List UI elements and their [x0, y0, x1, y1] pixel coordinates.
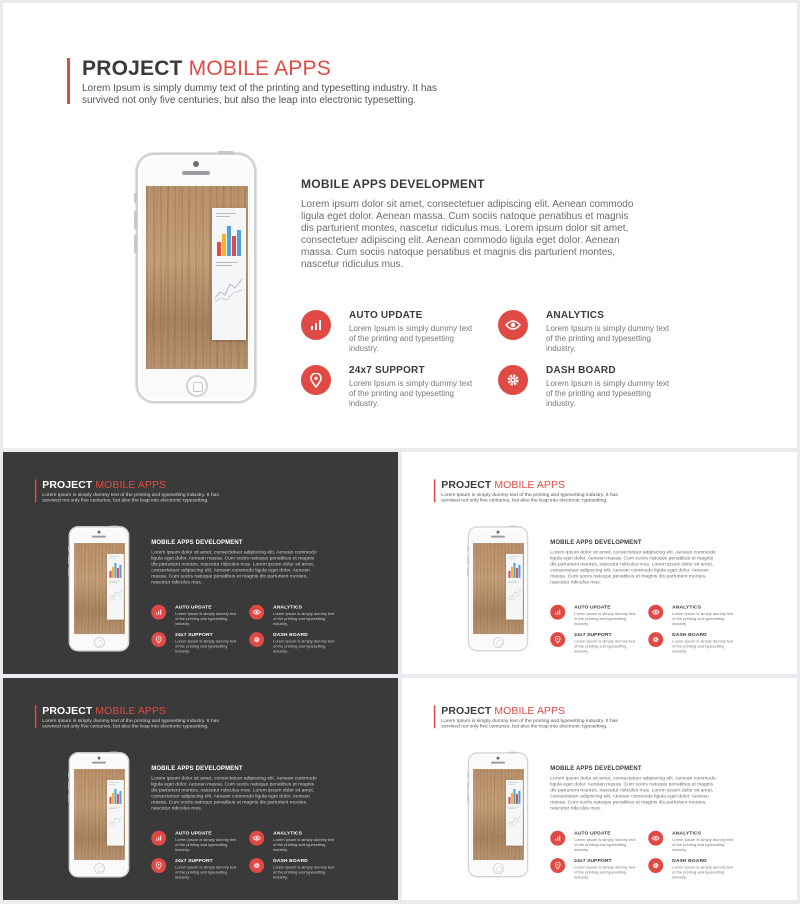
paper-bar-graphic [217, 222, 241, 256]
phone-volume-up-button [467, 781, 468, 790]
feature-description: Lorem Ipsum is simply dummy text of the printing and typesetting industry. [672, 639, 734, 654]
phone-mockup [136, 153, 256, 403]
feature-description: Lorem Ipsum is simply dummy text of the printing and typesetting industry. [273, 611, 335, 627]
feature-description: Lorem Ipsum is simply dummy text of the printing and typesetting industry. [273, 639, 335, 654]
eye-icon [498, 310, 528, 340]
phone-volume-up-button [68, 555, 69, 564]
gear-icon [648, 858, 663, 873]
section-body: Lorem ipsum dolor sit amet, consectetuer adipiscing elit. Aenean commodo ligula eget dolor. Aenean massa. Cum sociis natoque penatibus et magnis dis parturient montes, nascetur ridiculus mus. Lorem ipsum dolor sit amet, consectetuer adipiscing elit. Aenean commodo ligula eget dolor. Aenean massa. Cum sociis natoque penatibus et magnis dis parturient montes, nascetur ridiculus mus. [151, 775, 317, 811]
phone-camera [497, 531, 500, 534]
phone-volume-up-button [467, 555, 468, 564]
title-accent-text: MOBILE APPS [188, 57, 331, 80]
paper-line [216, 213, 236, 214]
phone-mute-switch [68, 547, 69, 552]
feature-dash-board [249, 632, 339, 657]
section-heading: MOBILE APPS DEVELOPMENT [151, 538, 243, 546]
section-heading: MOBILE APPS DEVELOPMENT [301, 177, 485, 191]
slide-thumbnail-light-1[interactable] [402, 452, 797, 674]
bar-chart-icon [301, 310, 331, 340]
report-paper-image [107, 780, 124, 846]
phone-volume-down-button [68, 793, 69, 802]
slide-subtitle: Lorem Ipsum is simply dummy text of the printing and typesetting industry. It has survived not only five centuries, but also the leap into electronic typesetting. [42, 491, 219, 504]
eye-icon [249, 831, 264, 846]
bar-chart-icon [151, 605, 166, 620]
feature-title: 24x7 SUPPORT [175, 632, 213, 638]
phone-mockup [69, 527, 129, 651]
feature-description: Lorem Ipsum is simply dummy text of the printing and typesetting industry. [672, 837, 734, 853]
feature-title: ANALYTICS [672, 830, 702, 837]
paper-bar-graphic [508, 561, 520, 578]
feature-description: Lorem Ipsum is simply dummy text of the printing and typesetting industry. [349, 324, 473, 353]
slide-content [402, 452, 797, 673]
slide-subtitle: Lorem Ipsum is simply dummy text of the printing and typesetting industry. It has survived not only five centuries, but also the leap into electronic typesetting. [82, 83, 437, 106]
phone-power-button [509, 526, 517, 527]
slide-subtitle: Lorem Ipsum is simply dummy text of the printing and typesetting industry. It has survived not only five centuries, but also the leap into electronic typesetting. [42, 717, 219, 730]
feature-title: 24x7 SUPPORT [349, 365, 425, 376]
phone-home-button [493, 863, 504, 874]
feature-description: Lorem Ipsum is simply dummy text of the printing and typesetting industry. [574, 865, 636, 880]
feature-title: AUTO UPDATE [349, 310, 423, 321]
bar-chart-icon [151, 831, 166, 846]
slide-content [402, 678, 797, 899]
phone-power-button [509, 752, 517, 753]
paper-line-graphic [108, 813, 122, 828]
slide-title [441, 705, 565, 717]
phone-home-button [94, 637, 105, 648]
phone-volume-down-button [68, 567, 69, 576]
slide-thumbnail-light-2[interactable] [402, 678, 797, 900]
gear-icon [249, 858, 264, 873]
feature-title: 24x7 SUPPORT [175, 858, 213, 864]
location-pin-icon [301, 365, 331, 395]
location-pin-icon [151, 632, 166, 647]
feature-title: DASH BOARD [273, 858, 308, 864]
paper-bar-graphic [109, 561, 121, 578]
slide-subtitle: Lorem Ipsum is simply dummy text of the printing and typesetting industry. It has survived not only five centuries, but also the leap into electronic typesetting. [441, 717, 618, 730]
phone-mute-switch [467, 773, 468, 778]
feature-title: ANALYTICS [672, 604, 702, 611]
bar-chart-icon [550, 831, 565, 846]
feature-title: ANALYTICS [546, 310, 605, 321]
feature-title: DASH BOARD [273, 632, 308, 638]
title-bold-text: PROJECT [441, 478, 492, 491]
feature-description: Lorem Ipsum is simply dummy text of the printing and typesetting industry. [273, 837, 335, 853]
slide-title [441, 479, 565, 491]
feature-title: AUTO UPDATE [175, 604, 212, 611]
title-bold-text: PROJECT [42, 704, 93, 717]
feature-description: Lorem Ipsum is simply dummy text of the printing and typesetting industry. [546, 324, 670, 353]
paper-line [216, 265, 232, 266]
feature-description: Lorem Ipsum is simply dummy text of the printing and typesetting industry. [175, 865, 237, 880]
feature-description: Lorem Ipsum is simply dummy text of the printing and typesetting industry. [672, 865, 734, 880]
paper-line-graphic [507, 813, 521, 828]
feature-title: DASH BOARD [672, 632, 707, 638]
slide-title [42, 479, 166, 491]
feature-title: AUTO UPDATE [574, 830, 611, 837]
location-pin-icon [151, 858, 166, 873]
feature-title: DASH BOARD [672, 858, 707, 864]
phone-speaker [491, 536, 505, 538]
phone-mockup [69, 753, 129, 877]
feature-dash-board [249, 858, 339, 883]
eye-icon [249, 605, 264, 620]
feature-description: Lorem Ipsum is simply dummy text of the printing and typesetting industry. [349, 379, 473, 408]
feature-dash-board [648, 858, 738, 883]
phone-power-button [218, 151, 234, 154]
feature-title: 24x7 SUPPORT [574, 858, 612, 864]
phone-screen-wood-image [473, 769, 524, 860]
eye-icon [648, 605, 663, 620]
phone-mockup [468, 527, 528, 651]
feature-support [151, 858, 241, 883]
location-pin-icon [550, 858, 565, 873]
phone-speaker [182, 171, 210, 175]
phone-screen-wood-image [74, 769, 125, 860]
title-accent-text: MOBILE APPS [95, 478, 167, 491]
paper-bar-graphic [109, 787, 121, 804]
bar-chart-icon [550, 605, 565, 620]
phone-volume-down-button [134, 235, 137, 253]
feature-description: Lorem Ipsum is simply dummy text of the printing and typesetting industry. [672, 611, 734, 627]
section-body: Lorem ipsum dolor sit amet, consectetuer adipiscing elit. Aenean commodo ligula eget dolor. Aenean massa. Cum sociis natoque penatibus et magnis dis parturient montes, nascetur ridiculus mus. Lorem ipsum dolor sit amet, consectetuer adipiscing elit. Aenean commodo ligula eget dolor. Aenean massa. Cum sociis natoque penatibus et magnis dis parturient montes, nascetur ridiculus mus. [550, 775, 716, 811]
slide-content [3, 678, 398, 899]
feature-auto-update [550, 831, 640, 856]
title-bold-text: PROJECT [82, 57, 183, 80]
report-paper-image [212, 208, 246, 340]
paper-line-graphic [108, 587, 122, 602]
title-bold-text: PROJECT [42, 478, 93, 491]
slide-content [3, 3, 797, 448]
phone-home-button [94, 863, 105, 874]
feature-auto-update [550, 605, 640, 630]
paper-bar-graphic [508, 787, 520, 804]
report-paper-image [107, 554, 124, 620]
phone-power-button [110, 752, 118, 753]
paper-line-graphic [507, 587, 521, 602]
report-paper-image [506, 780, 523, 846]
feature-support [550, 858, 640, 883]
phone-volume-up-button [134, 211, 137, 229]
title-accent-text: MOBILE APPS [494, 478, 566, 491]
feature-auto-update [151, 605, 241, 630]
phone-camera [98, 531, 101, 534]
slide-title [82, 57, 331, 81]
feature-description: Lorem Ipsum is simply dummy text of the printing and typesetting industry. [175, 639, 237, 654]
section-body: Lorem ipsum dolor sit amet, consectetuer adipiscing elit. Aenean commodo ligula eget dolor. Aenean massa. Cum sociis natoque penatibus et magnis dis parturient montes, nascetur ridiculus mus. Lorem ipsum dolor sit amet, consectetuer adipiscing elit. Aenean commodo ligula eget dolor. Aenean massa. Cum sociis natoque penatibus et magnis dis parturient montes, nascetur ridiculus mus. [550, 549, 716, 585]
phone-camera [193, 161, 199, 167]
feature-description: Lorem Ipsum is simply dummy text of the printing and typesetting industry. [574, 639, 636, 654]
title-accent-bar [35, 479, 36, 502]
phone-volume-down-button [467, 567, 468, 576]
slide-content [3, 452, 398, 673]
title-accent-bar [434, 705, 435, 728]
gear-icon [648, 632, 663, 647]
phone-volume-up-button [68, 781, 69, 790]
paper-line [216, 216, 230, 217]
slide-thumbnail-dark-2[interactable] [3, 678, 398, 900]
title-accent-text: MOBILE APPS [95, 704, 167, 717]
section-heading: MOBILE APPS DEVELOPMENT [151, 764, 243, 772]
feature-auto-update [151, 831, 241, 856]
phone-speaker [92, 762, 106, 764]
feature-support [550, 632, 640, 657]
feature-title: 24x7 SUPPORT [574, 632, 612, 638]
slide-thumbnail-main[interactable] [3, 3, 797, 448]
feature-dash-board [648, 632, 738, 657]
feature-description: Lorem Ipsum is simply dummy text of the printing and typesetting industry. [175, 611, 237, 627]
phone-volume-down-button [467, 793, 468, 802]
feature-description: Lorem Ipsum is simply dummy text of the printing and typesetting industry. [574, 611, 636, 627]
phone-power-button [110, 526, 118, 527]
feature-description: Lorem Ipsum is simply dummy text of the printing and typesetting industry. [175, 837, 237, 853]
title-accent-bar [434, 479, 435, 502]
feature-title: ANALYTICS [273, 830, 303, 837]
title-accent-text: MOBILE APPS [494, 704, 566, 717]
feature-description: Lorem Ipsum is simply dummy text of the printing and typesetting industry. [273, 865, 335, 880]
location-pin-icon [550, 632, 565, 647]
phone-camera [497, 757, 500, 760]
feature-title: AUTO UPDATE [574, 604, 611, 611]
feature-description: Lorem Ipsum is simply dummy text of the printing and typesetting industry. [546, 379, 670, 408]
title-accent-bar [67, 58, 70, 104]
phone-home-button [493, 637, 504, 648]
phone-speaker [92, 536, 106, 538]
eye-icon [648, 831, 663, 846]
report-paper-image [506, 554, 523, 620]
feature-analytics [648, 605, 738, 630]
feature-auto-update [301, 310, 481, 360]
section-heading: MOBILE APPS DEVELOPMENT [550, 764, 642, 772]
phone-screen-wood-image [74, 543, 125, 634]
phone-screen-wood-image [146, 186, 248, 369]
feature-analytics [498, 310, 678, 360]
slide-title [42, 705, 166, 717]
phone-mute-switch [467, 547, 468, 552]
feature-support [301, 365, 481, 415]
slide-subtitle: Lorem Ipsum is simply dummy text of the printing and typesetting industry. It has survived not only five centuries, but also the leap into electronic typesetting. [441, 491, 618, 504]
phone-mockup [468, 753, 528, 877]
feature-description: Lorem Ipsum is simply dummy text of the printing and typesetting industry. [574, 837, 636, 853]
phone-mute-switch [68, 773, 69, 778]
title-accent-bar [35, 705, 36, 728]
section-heading: MOBILE APPS DEVELOPMENT [550, 538, 642, 546]
slide-thumbnail-dark-1[interactable] [3, 452, 398, 674]
phone-camera [98, 757, 101, 760]
feature-support [151, 632, 241, 657]
gear-icon [249, 632, 264, 647]
phone-home-button [186, 375, 208, 397]
section-body: Lorem ipsum dolor sit amet, consectetuer adipiscing elit. Aenean commodo ligula eget dolor. Aenean massa. Cum sociis natoque penatibus et magnis dis parturient montes, nascetur ridiculus mus. Lorem ipsum dolor sit amet, consectetuer adipiscing elit. Aenean commodo ligula eget dolor. Aenean massa. Cum sociis natoque penatibus et magnis dis parturient montes, nascetur ridiculus mus. [151, 549, 317, 585]
feature-title: ANALYTICS [273, 604, 303, 611]
paper-line [216, 262, 238, 263]
title-bold-text: PROJECT [441, 704, 492, 717]
feature-analytics [249, 605, 339, 630]
section-body: Lorem ipsum dolor sit amet, consectetuer adipiscing elit. Aenean commodo ligula eget dolor. Aenean massa. Cum sociis natoque penatibus et magnis dis parturient montes, nascetur ridiculus mus. Lorem ipsum dolor sit amet, consectetuer adipiscing elit. Aenean commodo ligula eget dolor. Aenean massa. Cum sociis natoque penatibus et magnis dis parturient montes, nascetur ridiculus mus. [301, 199, 634, 270]
feature-dash-board [498, 365, 678, 415]
feature-title: DASH BOARD [546, 365, 616, 376]
paper-line-graphic [215, 274, 243, 304]
phone-mute-switch [134, 193, 137, 203]
phone-speaker [491, 762, 505, 764]
phone-screen-wood-image [473, 543, 524, 634]
feature-analytics [249, 831, 339, 856]
feature-title: AUTO UPDATE [175, 830, 212, 837]
feature-analytics [648, 831, 738, 856]
gear-icon [498, 365, 528, 395]
